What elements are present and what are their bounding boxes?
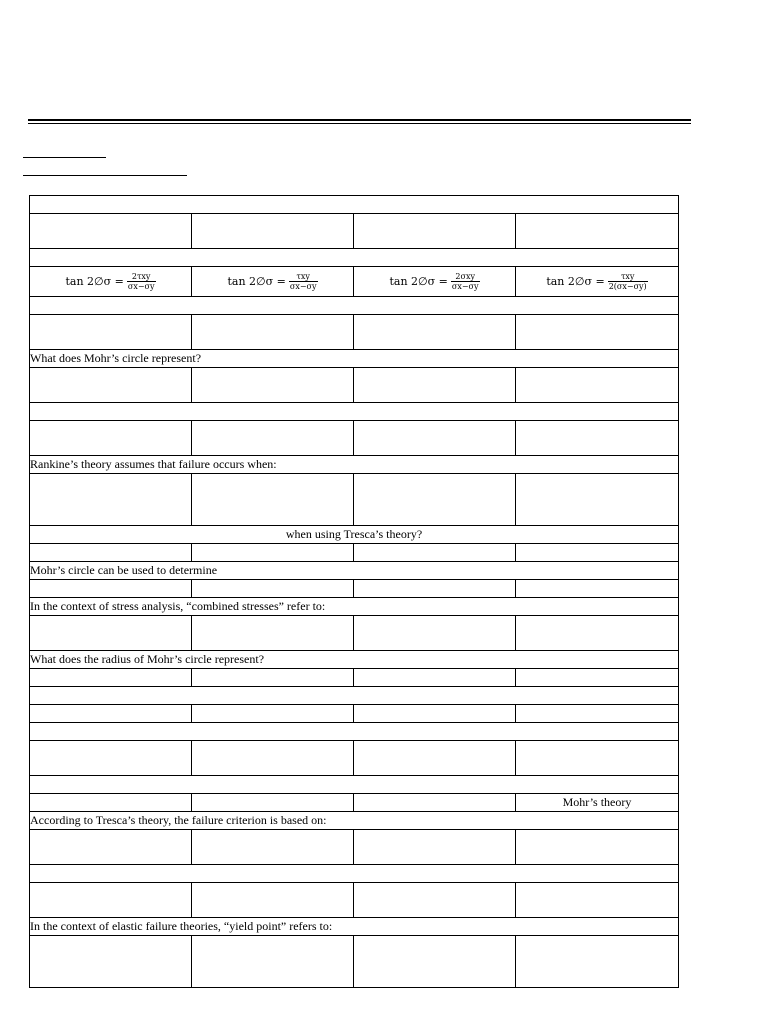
option-cell[interactable] (30, 421, 192, 456)
option-cell[interactable] (192, 936, 354, 988)
fraction-numerator: τxy (620, 272, 635, 281)
options-row (30, 267, 679, 297)
option-cell[interactable] (354, 669, 516, 687)
question-row (30, 865, 679, 883)
option-cell[interactable] (30, 368, 192, 403)
option-cell[interactable] (516, 616, 679, 651)
question-row (30, 598, 679, 616)
option-cell[interactable] (516, 705, 679, 723)
option-cell[interactable] (354, 580, 516, 598)
formula-lhs: tan 2∅σ = (227, 275, 286, 288)
option-cell[interactable] (354, 936, 516, 988)
options-row (30, 214, 679, 249)
option-cell[interactable] (30, 936, 192, 988)
option-cell[interactable] (354, 794, 516, 812)
formula (516, 272, 678, 291)
option-cell[interactable] (354, 474, 516, 526)
options-row (30, 830, 679, 865)
options-row (30, 315, 679, 350)
option-cell[interactable] (192, 669, 354, 687)
question-row (30, 526, 679, 544)
option-cell[interactable] (516, 315, 679, 350)
option-cell[interactable] (192, 267, 354, 297)
question-text: What does Mohr’s circle represent? (30, 350, 679, 368)
options-row (30, 705, 679, 723)
options-row (30, 544, 679, 562)
question-text (30, 249, 679, 267)
question-row (30, 918, 679, 936)
option-cell[interactable] (30, 315, 192, 350)
formula-lhs: tan 2∅σ = (65, 275, 124, 288)
option-cell[interactable] (192, 368, 354, 403)
question-text: In the context of stress analysis, “combined stresses” refer to: (30, 598, 679, 616)
option-cell[interactable] (30, 544, 192, 562)
fraction-denominator: 2(σx−σy) (608, 282, 647, 291)
option-cell[interactable] (192, 315, 354, 350)
question-row (30, 297, 679, 315)
question-text (30, 776, 679, 794)
formula (30, 272, 191, 291)
question-row (30, 456, 679, 474)
option-cell[interactable] (30, 214, 192, 249)
option-cell[interactable] (354, 741, 516, 776)
formula-fraction (289, 272, 318, 291)
formula-fraction (451, 272, 480, 291)
option-cell[interactable] (30, 883, 192, 918)
option-cell[interactable] (354, 616, 516, 651)
option-cell[interactable] (354, 315, 516, 350)
option-cell[interactable] (516, 544, 679, 562)
question-row (30, 350, 679, 368)
question-text (30, 687, 679, 705)
option-text: Mohr’s theory (562, 795, 632, 809)
question-row (30, 776, 679, 794)
option-cell[interactable] (516, 936, 679, 988)
options-row (30, 883, 679, 918)
option-cell[interactable] (516, 830, 679, 865)
question-row (30, 403, 679, 421)
option-cell[interactable] (354, 267, 516, 297)
option-cell[interactable] (354, 368, 516, 403)
question-text: In the context of elastic failure theories, “yield point” refers to: (30, 918, 679, 936)
option-cell[interactable] (30, 705, 192, 723)
question-text (30, 723, 679, 741)
option-cell[interactable] (192, 474, 354, 526)
fraction-denominator: σx−σy (127, 282, 155, 291)
options-row (30, 669, 679, 687)
options-row (30, 421, 679, 456)
question-text (30, 196, 679, 214)
option-cell[interactable] (354, 214, 516, 249)
option-cell[interactable] (354, 544, 516, 562)
option-cell[interactable] (192, 616, 354, 651)
option-cell[interactable] (30, 741, 192, 776)
question-text: According to Tresca’s theory, the failure criterion is based on: (30, 812, 679, 830)
question-text: Rankine’s theory assumes that failure occurs when: (30, 456, 679, 474)
option-cell[interactable] (30, 267, 192, 297)
option-cell[interactable] (354, 883, 516, 918)
option-cell[interactable] (192, 794, 354, 812)
question-text: What does the radius of Mohr’s circle represent? (30, 651, 679, 669)
option-cell[interactable] (354, 421, 516, 456)
options-row (30, 741, 679, 776)
question-row (30, 812, 679, 830)
option-cell[interactable] (30, 616, 192, 651)
fraction-numerator: 2τxy (131, 272, 151, 281)
option-cell[interactable] (354, 830, 516, 865)
option-cell[interactable] (30, 669, 192, 687)
id-blank-line (23, 175, 187, 176)
option-cell[interactable] (516, 214, 679, 249)
option-cell[interactable] (192, 830, 354, 865)
option-cell[interactable] (516, 580, 679, 598)
fraction-denominator: σx−σy (451, 282, 479, 291)
option-cell[interactable] (30, 580, 192, 598)
question-row (30, 651, 679, 669)
question-row (30, 687, 679, 705)
options-row (30, 580, 679, 598)
question-text: when using Tresca’s theory? (30, 526, 679, 544)
option-cell[interactable] (192, 421, 354, 456)
options-row (30, 474, 679, 526)
option-cell[interactable] (30, 474, 192, 526)
option-cell[interactable] (516, 794, 679, 812)
option-cell[interactable] (354, 705, 516, 723)
fraction-numerator: 2σxy (455, 272, 475, 281)
question-text (30, 865, 679, 883)
fraction-denominator: σx−σy (289, 282, 317, 291)
option-cell[interactable] (516, 741, 679, 776)
option-cell[interactable] (192, 883, 354, 918)
options-row (30, 794, 679, 812)
options-row (30, 936, 679, 988)
option-cell[interactable] (192, 705, 354, 723)
option-cell[interactable] (30, 794, 192, 812)
option-cell[interactable] (516, 267, 679, 297)
question-row (30, 196, 679, 214)
question-row (30, 723, 679, 741)
formula-lhs: tan 2∅σ = (546, 275, 605, 288)
formula-fraction (608, 272, 648, 291)
options-row (30, 616, 679, 651)
option-cell[interactable] (192, 544, 354, 562)
option-cell[interactable] (516, 368, 679, 403)
formula (354, 272, 515, 291)
question-row (30, 249, 679, 267)
question-text: Mohr’s circle can be used to determine (30, 562, 679, 580)
options-row (30, 368, 679, 403)
option-cell[interactable] (192, 214, 354, 249)
question-text (30, 297, 679, 315)
name-blank-line (23, 157, 106, 158)
formula-lhs: tan 2∅σ = (389, 275, 448, 288)
option-cell[interactable] (516, 474, 679, 526)
option-cell[interactable] (30, 830, 192, 865)
question-text (30, 403, 679, 421)
fraction-numerator: τxy (296, 272, 310, 281)
header-double-rule (28, 119, 691, 124)
option-cell[interactable] (516, 421, 679, 456)
quiz-table (29, 195, 679, 988)
option-cell[interactable] (192, 741, 354, 776)
option-cell[interactable] (516, 669, 679, 687)
formula-fraction (127, 272, 156, 291)
question-row (30, 562, 679, 580)
option-cell[interactable] (516, 883, 679, 918)
formula (192, 272, 353, 291)
option-cell[interactable] (192, 580, 354, 598)
